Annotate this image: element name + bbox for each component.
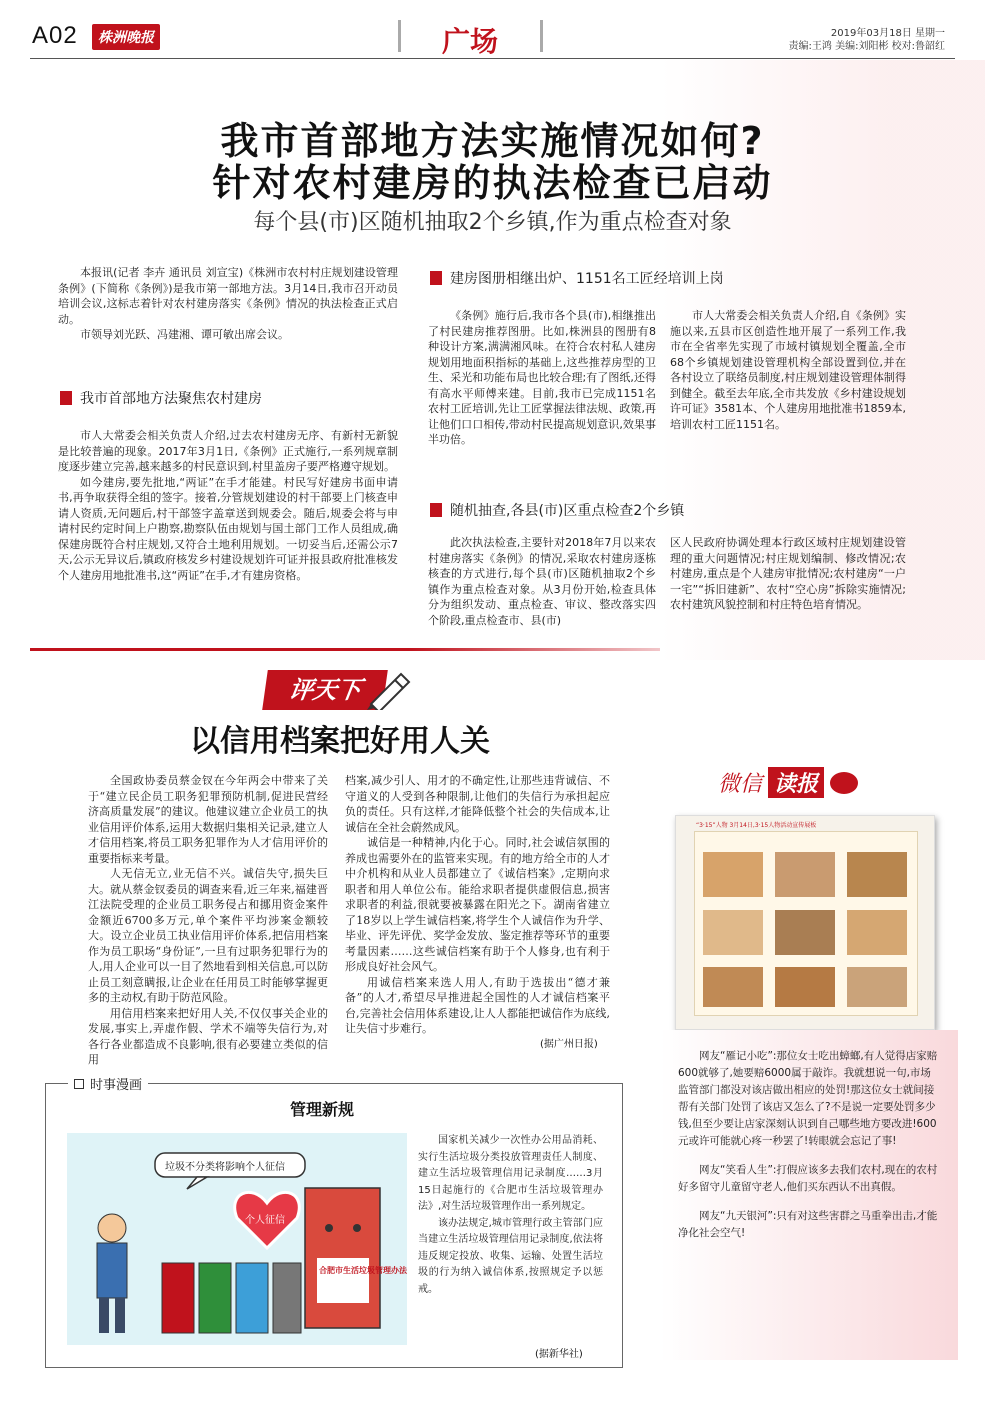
section-2-body-left — [428, 308, 656, 448]
wechat-comment: 网友“笑看人生”:打假应该多去我们农村,现在的农村好多留守儿童留守老人,他们买东西认不出真假。 — [678, 1164, 938, 1193]
page-header — [0, 0, 985, 60]
article-paragraph: 市人大常委会相关负责人介绍,自《条例》实施以来,五县市区创造性地开展了一系列工作,我市在全省率先实现了市域村镇规划全覆盖,全市68个乡镇规划建设管理机构全部设置到位,并在各村设立了联络员制度,村庄规划建设管理体制得到健全。截至去年底,全市共发放《乡村建设规划许可证》3581本、个人建房用地批准书1859本,培训农村工匠1151名。 — [670, 309, 906, 431]
lead-paragraph: 市领导刘光跃、冯建湘、谭可敏出席会议。 — [80, 328, 289, 341]
article-paragraph: 如今建房,要先批地,“两证”在手才能建。村民写好建房书面申请书,再争取获得全组的签字。接着,分管规划建设的村干部要上门核查申请人资质,无问题后,村干部签字盖章送到规委会。随后,规委会将与申请村民约定时间上户勘察,勘察队伍由规划与国土部门工作人员组成,确保建房既符合村庄规划,又符合土地利用规划。一切妥当后,还需公示7天,公示无异议后,镇政府核发乡村建设规划许可证并报县政府批准核发个人建房用地批准书,这“两证”在手,才有建房资格。 — [58, 475, 398, 582]
article-paragraph: 用诚信档案来选人用人,有助于选拔出“德才兼备”的人才,希望尽早推进起全国性的人才诚信档案平台,完善社会信用体系建设,让人人都能把诚信作为底线,让失信寸步难行。 — [345, 975, 610, 1035]
header-divider — [398, 20, 401, 52]
cartoon-paragraph: 国家机关减少一次性办公用品消耗、实行生活垃圾分类投放管理责任人制度、建立生活垃圾管理信用记录制度……3月15日起施行的《合肥市生活垃圾管理办法》,对生活垃圾管理作出一系列规定。 — [418, 1135, 603, 1212]
section-3-body-right — [670, 535, 906, 613]
article-paragraph: 诚信是一种精神,内化于心。同时,社会诚信氛围的养成也需要外在的监管来实现。有的地方给全市的人才中介机构和从业人员都建立了《诚信档案》,定期向求职者和用人单位公布。能给求职者提供虚假信息,损害求职者的利益,很就要被暴露在阳光之下。湖南省建立了18岁以上学生诚信档案,将学生个人诚信作为升学、毕业、评先评优、奖学金发放、鉴定推荐等环节的重要考量因素……这些诚信档案有助于个人修身,也有利于形成良好社会风气。 — [345, 836, 610, 973]
section-1-body — [58, 428, 398, 583]
section-marker-icon — [430, 271, 442, 285]
cartoon-title: 管理新规 — [290, 1100, 355, 1119]
wechat-comments — [678, 1048, 940, 1254]
poster-photo — [847, 852, 907, 897]
poster-photo — [703, 967, 763, 1007]
article-paragraph: 此次执法检查,主要针对2018年7月以来农村建房落实《条例》的情况,采取农村建房逐栋核查的方式进行,每个县(市)区随机抽取2个乡镇作为重点检查对象。从3月份开始,检查具体分为组织发动、重点检查、审议、整改落实四个阶段,重点检查市、县(市) — [428, 536, 656, 627]
editor-credits: 责编:王鸿 美编:刘阳彬 校对:鲁韶红 — [788, 41, 945, 52]
article-paragraph: 档案,减少引人、用才的不确定性,让那些违背诚信、不守道义的人受到各种限制,让他们的失信行为承担起应负的责任。只有这样,才能降低整个社会的失信成本,让诚信在全社会蔚然成风。 — [345, 774, 610, 834]
article-paragraph: 区人民政府协调处理本行政区域村庄规划建设管理的重大问题情况;村庄规划编制、修改情况;农村建房,重点是个人建房审批情况;农村建房“一户一宅”“拆旧建新”、农村“空心房”拆除实施情况;农村建筑风貌控制和村庄特色培育情况。 — [670, 536, 906, 611]
poster-photo — [775, 852, 835, 897]
article-paragraph: 人无信无立,业无信不兴。诚信失守,损失巨大。就从蔡金钗委员的调查来看,近三年来,福建晋江法院受理的企业员工职务侵占和挪用资金案件金额近6700多万元,单个案件平均涉案金额较大。设立企业员工执业信用评价体系,把信用档案作为员工职场“身份证”,一旦有过职务犯罪行为的人,用人企业可以一目了然地看到相关信息,可以防止员工刻意瞒报,让企业在任用员工时能够掌握更多的主动权,有助于防范风险。 — [88, 867, 328, 1004]
book-icon — [305, 1188, 380, 1328]
section-heading-2 — [430, 268, 724, 288]
issue-date: 2019年03月18日 星期一 — [830, 28, 945, 39]
checkbox-icon — [74, 1079, 84, 1089]
cartoon-paragraph: 该办法规定,城市管理行政主管部门应当建立生活垃圾管理信用记录制度,依法将违反规定投放、收集、运输、处置生活垃圾的行为纳入诚信体系,按照规定予以惩戒。 — [418, 1217, 603, 1295]
wechat-comment: 网友“雁记小吃”:那位女士吃出蟑螂,有人觉得店家赔600就够了,她要赔6000属于敲诈。我就想说一句,市场监管部门都没对该店做出相应的处罚!那这位女士就间接帮有关部门处罚了该店又怎么了?不是说一定要处罚多少钱,但至少要让店家深刻认识到自己哪些地方要改进!600元或许可能就心疼一秒罢了!转眼就会忘记了事! — [678, 1050, 938, 1147]
cartoon-source: (据新华社) — [535, 1349, 583, 1360]
poster-photo — [703, 910, 763, 955]
section-divider — [30, 648, 660, 651]
section-2-body-right — [670, 308, 906, 432]
book-text: 合肥市生活垃圾管理办法 — [319, 1266, 407, 1275]
photo-caption: “3·15”人物 3月14日,3·15人物活动宣传展板 — [696, 822, 817, 829]
article-paragraph: 全国政协委员蔡金钗在今年两会中带来了关于“建立民企员工职务犯罪预防机制,促进民营经济高质量发展”的建议。他建议建立企业员工的执业信用评价体系,运用大数据归集相关记录,建立人才信用档案,将员工职务犯罪作为人才信用评价的重要指标来考量。 — [88, 774, 328, 865]
poster-photo — [703, 852, 763, 897]
article-paragraph: 《条例》施行后,我市各个县(市),相继推出了村民建房推荐图册。比如,株洲县的图册有8种设计方案,满满湘风味。在符合农村私人建房规划用地面积指标的基础上,这些推荐房型的卫生、采光和功能布局也比较合理;有了图纸,还得有高水平师傅来建。目前,我市已完成1151名农村工匠培训,先让工匠掌握法律法规、政策,再让他们口口相传,带动村民提高规划意识,效果事半功倍。 — [428, 309, 656, 446]
speech-bubble-text: 垃圾不分类将影响个人征信 — [165, 1162, 285, 1173]
headline-line-1: 我市首部地方法实施情况如何? — [220, 119, 765, 163]
poster-photo — [847, 967, 907, 1007]
poster-photo — [847, 910, 907, 955]
opinion-right-column — [345, 773, 610, 1037]
wechat-comment: 网友“九天银河”:只有对这些害群之马重拳出击,才能净化社会空气! — [678, 1210, 938, 1239]
headline-subtitle: 每个县(市)区随机抽取2个乡镇,作为重点检查对象 — [253, 210, 732, 235]
lead-paragraph: 本报讯(记者 李卉 通讯员 刘宣宝)《株洲市农村村庄规划建设管理条例》(下简称《条例》)是我市第一部地方法。3月14日,我市召开动员培训会议,这标志着针对农村建房落实《条例》情况的执法检查正式启动。 — [58, 266, 398, 326]
cartoon-caption — [418, 1133, 603, 1298]
section-heading-3 — [430, 500, 684, 520]
wechat-header — [718, 767, 858, 798]
page-number: A02 — [32, 22, 78, 49]
section-heading-text: 建房图册相继出炉、1151名工匠经培训上岗 — [450, 271, 724, 287]
poster-photo — [775, 967, 835, 1007]
chat-bubble-icon — [830, 772, 858, 794]
opinion-left-column — [88, 773, 328, 1068]
pen-icon — [365, 668, 413, 710]
opinion-badge: 评天下 — [262, 670, 388, 710]
headline-line-2: 针对农村建房的执法检查已启动 — [212, 161, 773, 205]
cartoon-label — [68, 1074, 148, 1093]
opinion-title: 以信用档案把好用人关 — [190, 724, 490, 759]
wechat-photo — [675, 815, 935, 1030]
section-heading-text: 我市首部地方法聚焦农村建房 — [80, 391, 262, 407]
paper-logo: 株洲晚报 — [92, 24, 160, 50]
section-heading-1 — [60, 388, 262, 408]
heart-text: 个人征信 — [245, 1215, 285, 1226]
article-paragraph: 用信用档案来把好用人关,不仅仅事关企业的发展,事实上,弄虚作假、学术不端等失信行为,对各行各业都造成不良影响,很有必要建立类似的信用 — [88, 1006, 328, 1066]
poster-image — [694, 831, 918, 1016]
header-divider — [540, 20, 543, 52]
wechat-read-label: 读报 — [768, 767, 824, 798]
trash-bin-icon — [162, 1263, 301, 1333]
opinion-source: (据广州日报) — [540, 1039, 598, 1050]
header-rule — [30, 58, 955, 59]
section-marker-icon — [60, 391, 72, 405]
section-heading-text: 随机抽查,各县(市)区重点检查2个乡镇 — [450, 503, 685, 519]
cartoon-label-text: 时事漫画 — [90, 1078, 143, 1093]
wechat-label: 微信 — [718, 772, 763, 797]
cartoon-illustration — [67, 1133, 407, 1345]
section-marker-icon — [430, 503, 442, 517]
poster-photo — [775, 910, 835, 955]
section-title: 广场 — [442, 25, 499, 58]
lead-article — [58, 265, 398, 343]
section-3-body-left — [428, 535, 656, 628]
article-paragraph: 市人大常委会相关负责人介绍,过去农村建房无序、有新村无新貌是比较普遍的现象。2017年3月1日,《条例》正式施行,一系列规章制度逐步建立完善,越来越多的村民意识到,村里盖房子要严格遵守规划。 — [58, 429, 398, 473]
